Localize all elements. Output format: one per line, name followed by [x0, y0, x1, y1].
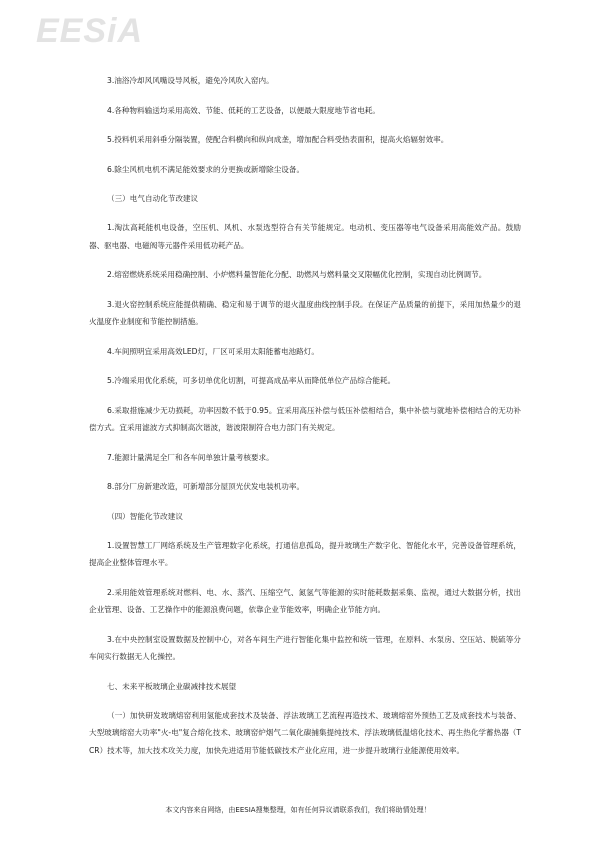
section-heading: 七、未来平板玻璃企业碳减排技术展望 [107, 681, 237, 691]
paragraph: 6.采取措施减少无功损耗，功率因数不低于0.95。宜采用高压补偿与低压补偿相结合，集中补偿与就地补偿相结合的无功补偿方式。宜采用滤波方式抑制高次谐波，谐波限制符合电力部门有关规定。 [89, 405, 521, 432]
footer-disclaimer: 本文内容来自网络，由EESIA搜集整理，如有任何异议请联系我们，我们将助情处理！ [165, 806, 431, 814]
paragraph: 3.油浴冷却风风嘴设导风板，避免冷风吹入窑内。 [107, 76, 274, 85]
paragraph: 1.淘汰高耗能机电设备，空压机、风机、水泵选型符合有关节能规定。电动机、变压器等电气设备采用高能效产品。鼓励器、驱电器、电磁阀等元器件采用低功耗产品。 [89, 223, 521, 250]
paragraph: （一）加快研发玻璃熔窑利用氢能成套技术及装备、浮法玻璃工艺流程再造技术、玻璃熔窑外预热工艺及成套技术与装备、大型玻璃熔窑大功率"火-电"复合熔化技术、玻璃窑炉烟气二氧化碳捕集提纯技术、浮法玻璃低温熔化技术、再生热化学蓄热器（TCR）技术等，加大技术攻关力度，加快先进适用节能低碳技术产业化应用，进一步提升玻璃行业能源使用效率。 [89, 710, 522, 755]
paragraph: 5.投料机采用斜垂分隔装置，使配合料横向和纵向成垄，增加配合料受热表面积，提高火焰辐射效率。 [107, 135, 449, 144]
eesia-logo: EESiA [36, 12, 144, 50]
paragraph: 3.退火窑控制系统应能提供精确、稳定和易于调节的退火温度曲线控制手段。在保证产品质量的前提下，采用加热量少的退火温度作业制度和节能控制措施。 [89, 299, 521, 326]
document-body [89, 72, 521, 771]
paragraph: 2.熔窑燃烧系统采用稳确控制、小炉燃料量智能化分配、助燃风与燃料量交叉限幅优化控制，实现自动比例调节。 [107, 270, 487, 279]
paragraph: 8.部分厂房新建改造，可新增部分屋顶光伏发电装机功率。 [107, 482, 305, 491]
paragraph: 7.能源计量满足全厂和各车间单独计量考核要求。 [107, 452, 274, 462]
paragraph: 1.设置智慧工厂网络系统及生产管理数字化系统，打通信息孤岛，提升玻璃生产数字化、智能化水平，完善设备管理系统，提高企业整体管理水平。 [89, 540, 521, 567]
paragraph: 2.采用能效管理系统对燃料、电、水、蒸汽、压缩空气、氮氢气等能源的实时能耗数据采集、监视，通过大数据分析，找出企业管理、设备、工艺操作中的能源浪费问题，依靠企业节能效率，明确企业节能方向。 [89, 587, 521, 614]
paragraph: 5.冷端采用优化系统，可多切单优化切割，可提高成品率从而降低单位产品综合能耗。 [107, 376, 396, 385]
section-heading: （三）电气自动化节改建议 [107, 194, 199, 203]
paragraph: 6.除尘风机电机不满足能效要求的分更换或新增除尘设备。 [107, 164, 305, 174]
section-heading: （四）智能化节改建议 [107, 511, 183, 521]
paragraph: 4.各种物料输送均采用高效、节能、低耗的工艺设备，以便最大限度地节省电耗。 [107, 105, 381, 115]
paragraph: 3.在中央控制室设置数据及控制中心，对各车间生产进行智能化集中监控和统一管理，在原料、水泵房、空压站、脱硫等分车间实行数据无人化操控。 [89, 634, 521, 661]
paragraph: 4.车间照明宜采用高效LED灯，厂区可采用太阳能蓄电池路灯。 [107, 346, 319, 356]
